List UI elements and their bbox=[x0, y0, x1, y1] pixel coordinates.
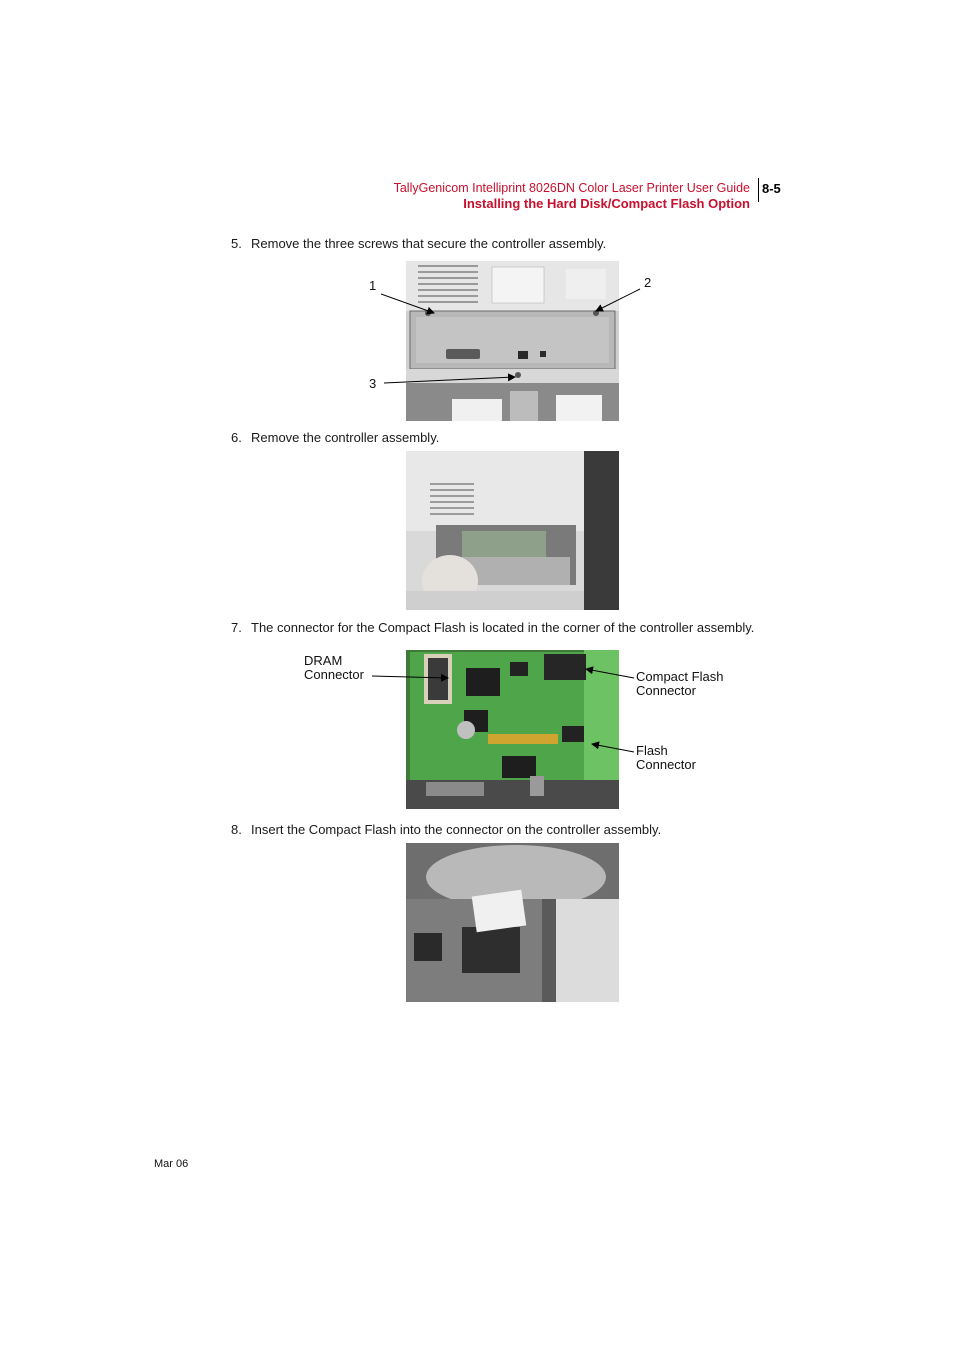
step-number: 5. bbox=[231, 236, 242, 251]
compact-flash-label-line-1: Compact Flash bbox=[636, 669, 724, 684]
controller-screws-photo bbox=[406, 261, 619, 421]
compact-flash-insertion-photo bbox=[406, 843, 619, 1002]
step-8 bbox=[231, 822, 661, 837]
step-text: Insert the Compact Flash into the connector on the controller assembly. bbox=[251, 822, 662, 837]
step-6 bbox=[231, 430, 439, 445]
flash-label-line-2: Connector bbox=[636, 757, 696, 772]
step-number: 6. bbox=[231, 430, 242, 445]
step-text: Remove the three screws that secure the controller assembly. bbox=[251, 236, 607, 251]
footer-date: Mar 06 bbox=[154, 1158, 189, 1170]
dram-label-line-1: DRAM bbox=[304, 653, 343, 668]
controller-board-photo bbox=[406, 650, 619, 809]
step-number: 8. bbox=[231, 822, 242, 837]
step-text: The connector for the Compact Flash is located in the corner of the controller assembly. bbox=[251, 620, 755, 635]
page-number: 8-5 bbox=[762, 181, 781, 196]
controller-removal-photo bbox=[406, 451, 619, 610]
dram-label-line-2: Connector bbox=[304, 667, 364, 682]
callout-2: 2 bbox=[644, 275, 652, 290]
callout-3: 3 bbox=[369, 376, 377, 391]
step-7 bbox=[231, 620, 754, 635]
step-5 bbox=[231, 236, 606, 251]
compact-flash-label-line-2: Connector bbox=[636, 683, 696, 698]
callout-1: 1 bbox=[369, 278, 377, 293]
flash-label bbox=[636, 744, 696, 772]
compact-flash-label bbox=[636, 670, 723, 698]
section-title: Installing the Hard Disk/Compact Flash Option bbox=[463, 196, 750, 211]
guide-title: TallyGenicom Intelliprint 8026DN Color Laser Printer User Guide bbox=[393, 181, 750, 195]
dram-label bbox=[304, 654, 364, 682]
step-text: Remove the controller assembly. bbox=[251, 430, 440, 445]
step-number: 7. bbox=[231, 620, 242, 635]
flash-label-line-1: Flash bbox=[636, 743, 668, 758]
header-divider bbox=[758, 178, 759, 202]
